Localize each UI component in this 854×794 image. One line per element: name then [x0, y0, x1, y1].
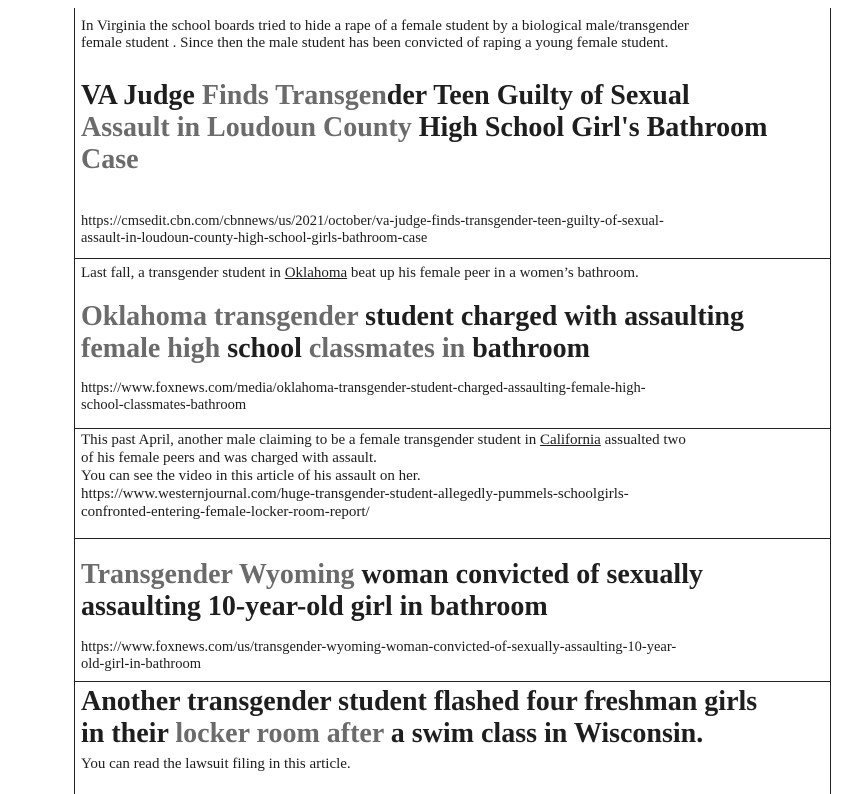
- headline: Another transgender student flashed four freshman girls in their locker room after a swim class in Wisconsin.: [81, 686, 758, 749]
- oklahoma-link[interactable]: Oklahoma: [284, 265, 348, 281]
- intro-text: Last fall, a transgender student in Oklahoma beat up his female peer in a women’s bathroom.: [81, 265, 639, 281]
- headline: Oklahoma transgender student charged with assaulting female high school classmates in bathroom: [81, 301, 745, 364]
- headline: VA Judge Finds Transgender Teen Guilty of Sexual Assault in Loudoun County High School Girl's Bathroom Case: [81, 80, 768, 175]
- source-url[interactable]: https://www.westernjournal.com/huge-transgender-student-allegedly-pummels-schoolgirls-: [81, 486, 629, 502]
- article-block-virginia: [75, 8, 830, 258]
- document-sheet: [74, 8, 831, 794]
- note-text: You can read the lawsuit filing in this article.: [81, 756, 351, 772]
- intro-text: This past April, another male claiming to be a female transgender student in California assualted two of his female peers and was charged with assault. You can see the video in this article of his assault on her. https://www.westernjournal.com/huge-transgender-student-allegedly-pummels-schoolgirls- confronted-entering-female-locker-room-report/: [81, 432, 686, 520]
- intro-text: In Virginia the school boards tried to hide a rape of a female student by a biological male/transgender female student . Since then the male student has been convicted of raping a young female student.: [81, 18, 689, 51]
- source-url[interactable]: https://www.foxnews.com/media/oklahoma-transgender-student-charged-assaulting-female-high- school-classmates-bathroom: [81, 380, 646, 413]
- source-url[interactable]: https://www.foxnews.com/us/transgender-wyoming-woman-convicted-of-sexually-assaulting-10-year- old-girl-in-bathroom: [81, 639, 677, 672]
- article-block-oklahoma: [75, 258, 830, 428]
- article-block-wyoming: [75, 538, 830, 681]
- article-block-wisconsin: [75, 681, 830, 794]
- article-block-california: [75, 428, 830, 538]
- california-link[interactable]: California: [540, 432, 601, 448]
- source-url[interactable]: https://cmsedit.cbn.com/cbnnews/us/2021/october/va-judge-finds-transgender-teen-guilty-of-sexual- assault-in-loudoun-county-high-school-girls-bathroom-case: [81, 213, 664, 246]
- headline: Transgender Wyoming woman convicted of sexually assaulting 10-year-old girl in bathroom: [81, 559, 703, 622]
